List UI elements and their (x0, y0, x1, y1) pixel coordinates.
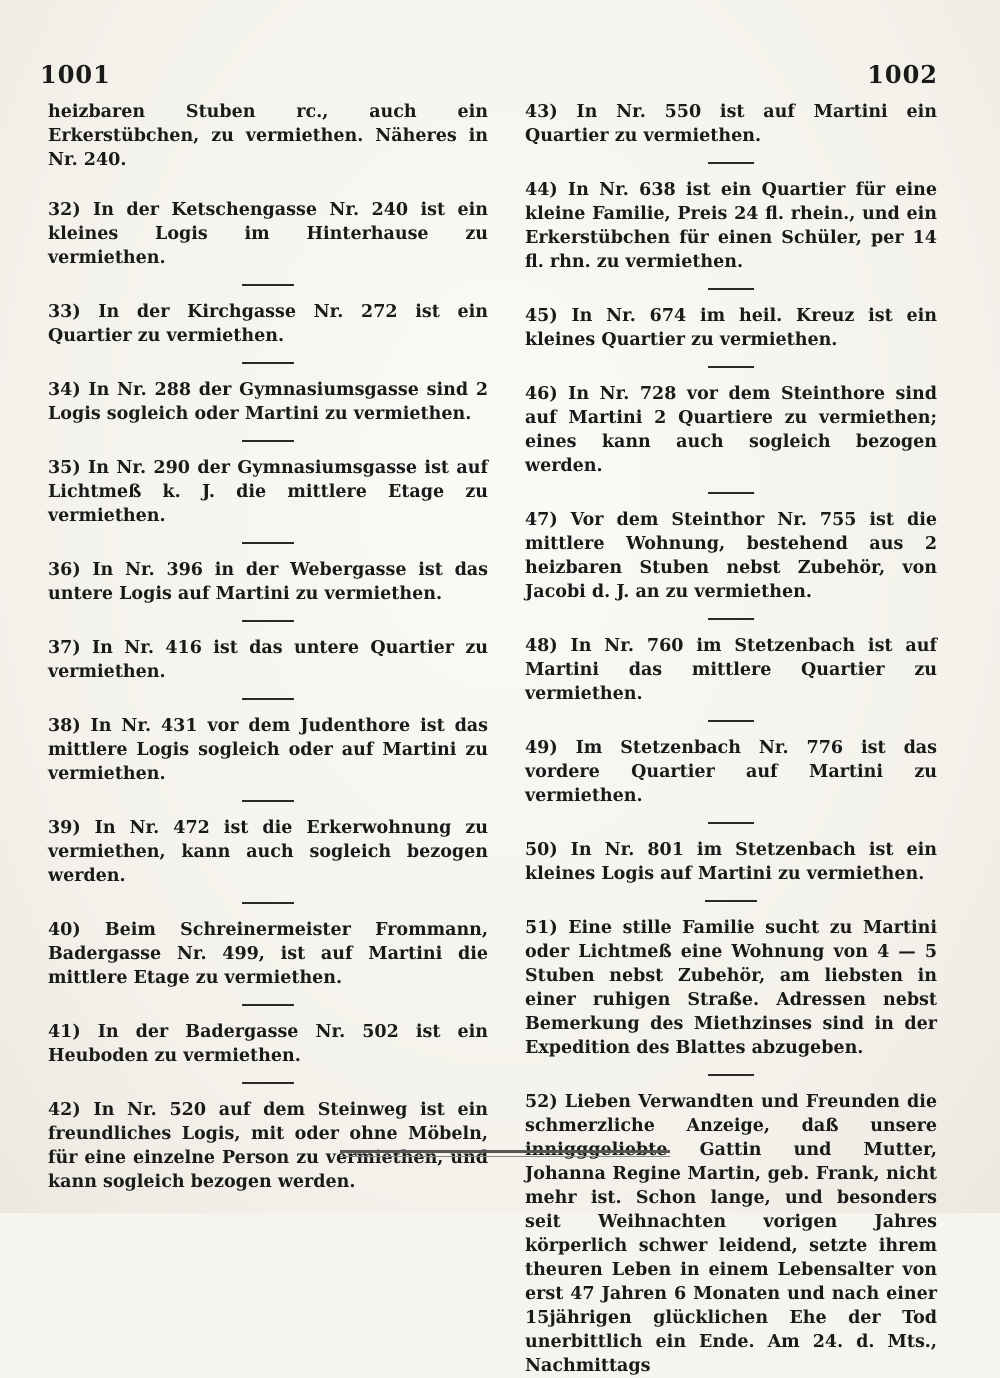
ad-entry: 47) Vor dem Steinthor Nr. 755 ist die mittlere Wohnung, bestehend aus 2 heizbaren Stuben nebst Zubehör, von Jacobi d. J. an zu vermiethen. (525, 510, 937, 602)
separator-rule (708, 1074, 754, 1076)
ad-entry: 35) In Nr. 290 der Gymnasiumsgasse ist auf Lichtmeß k. J. die mittlere Etage zu vermiethen. (48, 458, 488, 526)
separator-rule (708, 162, 754, 164)
ad-entry: 51) Eine stille Familie sucht zu Martini oder Lichtmeß eine Wohnung von 4 — 5 Stuben nebst Zubehör, am liebsten in einer ruhigen Straße. Adressen nebst Bemerkung des Miethzinses sind in der Expedition des Blattes abzugeben. (525, 918, 937, 1058)
separator-rule (242, 1004, 294, 1006)
ad-entry: 34) In Nr. 288 der Gymnasiumsgasse sind 2 Logis sogleich oder Martini zu vermiethen. (48, 380, 488, 424)
bottom-rule-thin (340, 1156, 670, 1157)
ad-entry: 48) In Nr. 760 im Stetzenbach ist auf Martini das mittlere Quartier zu vermiethen. (525, 636, 937, 704)
separator-rule (708, 618, 754, 620)
left-column (48, 100, 488, 1194)
ad-entry: 41) In der Badergasse Nr. 502 ist ein Heuboden zu vermiethen. (48, 1022, 488, 1066)
separator-rule (242, 698, 294, 700)
obituary-entry: 52) Lieben Verwandten und Freunden die schmerzliche Anzeige, daß unsere innigggeliebte Gattin und Mutter, Johanna Regine Martin, geb. Frank, nicht mehr ist. Schon lange, und besonders seit Weihnachten vorigen Jahres körperlich schwer leidend, setzte ihrem theuren Leben in einem Lebensalter von erst 47 Jahren 6 Monaten und nach einer 15jährigen glücklichen Ehe der Tod unerbittlich ein Ende. Am 24. d. Mts., Nachmittags (525, 1092, 937, 1376)
separator-rule (242, 362, 294, 364)
separator-rule (708, 492, 754, 494)
ad-entry: 42) In Nr. 520 auf dem Steinweg ist ein freundliches Logis, mit oder ohne Möbeln, für eine einzelne Person zu vermiethen, und kann sogleich bezogen werden. (48, 1100, 488, 1192)
separator-rule (708, 288, 754, 290)
bottom-rule (340, 1150, 670, 1153)
separator-rule (242, 284, 294, 286)
right-column (525, 100, 937, 1378)
separator-rule (242, 620, 294, 622)
page-number-right: 1002 (867, 60, 938, 89)
ad-entry: 37) In Nr. 416 ist das untere Quartier zu vermiethen. (48, 638, 488, 682)
separator-rule (708, 822, 754, 824)
separator-rule (242, 800, 294, 802)
ad-entry: 36) In Nr. 396 in der Webergasse ist das untere Logis auf Martini zu vermiethen. (48, 560, 488, 604)
ad-entry: 46) In Nr. 728 vor dem Steinthore sind auf Martini 2 Quartiere zu vermiethen; eines kann auch sogleich bezogen werden. (525, 384, 937, 476)
ad-entry: 43) In Nr. 550 ist auf Martini ein Quartier zu vermiethen. (525, 102, 937, 146)
separator-rule (708, 366, 754, 368)
separator-rule (705, 900, 757, 902)
page-number-left: 1001 (40, 60, 111, 89)
ad-entry: 49) Im Stetzenbach Nr. 776 ist das vordere Quartier auf Martini zu vermiethen. (525, 738, 937, 806)
separator-rule (242, 440, 294, 442)
ad-entry: 33) In der Kirchgasse Nr. 272 ist ein Quartier zu vermiethen. (48, 302, 488, 346)
ad-entry: 45) In Nr. 674 im heil. Kreuz ist ein kleines Quartier zu vermiethen. (525, 306, 937, 350)
ad-entry: heizbaren Stuben rc., auch ein Erkerstübchen, zu vermiethen. Näheres in Nr. 240. (48, 102, 488, 170)
separator-rule (242, 902, 294, 904)
ad-entry: 38) In Nr. 431 vor dem Judenthore ist das mittlere Logis sogleich oder auf Martini zu vermiethen. (48, 716, 488, 784)
ad-entry: 39) In Nr. 472 ist die Erkerwohnung zu vermiethen, kann auch sogleich bezogen werden. (48, 818, 488, 886)
ad-entry: 44) In Nr. 638 ist ein Quartier für eine kleine Familie, Preis 24 fl. rhein., und ein Erkerstübchen für einen Schüler, per 14 fl. rhn. zu vermiethen. (525, 180, 937, 272)
ad-entry: 50) In Nr. 801 im Stetzenbach ist ein kleines Logis auf Martini zu vermiethen. (525, 840, 937, 884)
separator-rule (708, 720, 754, 722)
ad-entry: 40) Beim Schreinermeister Frommann, Badergasse Nr. 499, ist auf Martini die mittlere Etage zu vermiethen. (48, 920, 488, 988)
separator-rule (242, 542, 294, 544)
ad-entry: 32) In der Ketschengasse Nr. 240 ist ein kleines Logis im Hinterhause zu vermiethen. (48, 200, 488, 268)
separator-rule (242, 1082, 294, 1084)
